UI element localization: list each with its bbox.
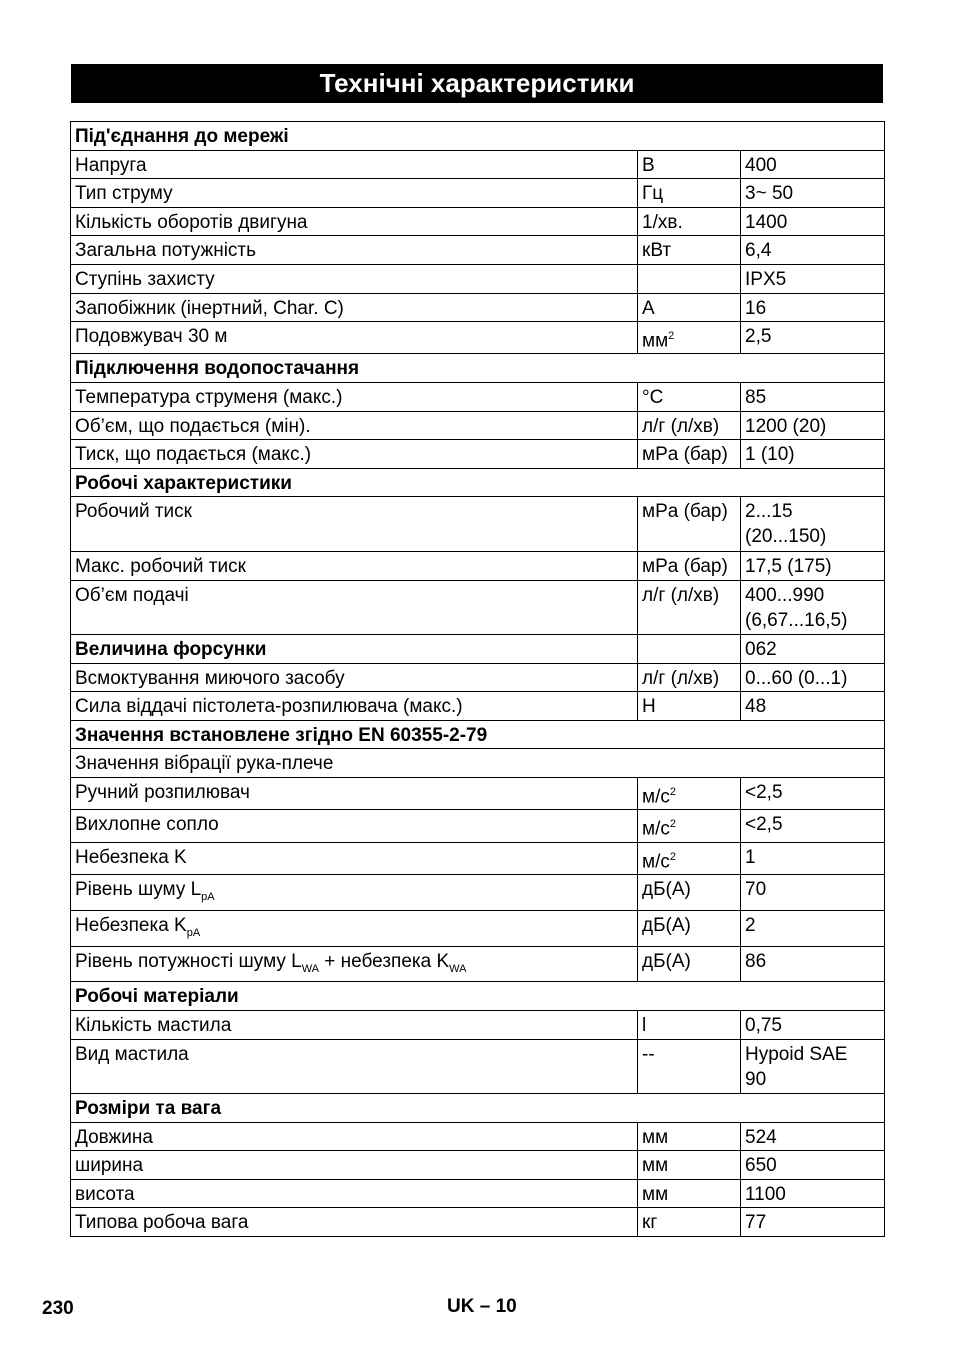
spec-label-cell [71,842,638,874]
spec-label-cell [71,778,638,810]
spec-unit-cell [638,810,741,842]
spec-label-text [75,294,633,321]
spec-unit-text [642,1123,736,1150]
spec-label: Вид мастила [75,1043,189,1065]
spec-label-cell [71,1122,638,1151]
spec-value: 48 [745,696,767,718]
spec-label: висота [75,1183,135,1205]
spec-unit-cell [638,236,741,265]
spec-value: 3~ 50 [745,183,794,205]
spec-label-cell [71,293,638,322]
spec-unit-cell [638,551,741,580]
section-header-row [71,720,885,749]
spec-unit-text [642,875,736,902]
spec-unit-cell [638,411,741,440]
spec-unit: мPa (бар) [642,444,728,466]
spec-value: 524 [745,1126,777,1148]
spec-unit: м/с [642,818,670,840]
spec-label-text [75,843,633,870]
spec-label: Довжина [75,1126,153,1148]
spec-unit-text [642,778,736,809]
spec-unit-cell [638,663,741,692]
spec-unit-text [642,635,736,637]
spec-label: Загальна потужність [75,240,257,262]
section-heading-text: Розміри та вага [75,1098,222,1120]
spec-label: Тиск, що подається (макс.) [75,444,312,466]
spec-label: Кількість мастила [75,1014,232,1036]
spec-unit-superscript: 2 [669,786,676,799]
table-row [71,946,885,982]
table-row [71,778,885,810]
spec-label-text [75,749,880,776]
table-row [71,551,885,580]
spec-unit-superscript: 2 [668,330,675,343]
spec-unit-cell [638,1151,741,1180]
spec-unit-cell [638,1122,741,1151]
spec-value-cell [741,778,885,810]
spec-label: Всмоктування миючого засобу [75,667,345,689]
spec-unit: мPa (бар) [642,555,728,577]
table-row [71,1151,885,1180]
spec-label-text [75,265,633,292]
spec-unit-cell [638,946,741,982]
spec-label: Рівень потужності шуму L [75,950,302,972]
spec-unit-text [642,383,736,410]
spec-unit: Гц [642,183,664,205]
spec-label-cell [71,322,638,354]
spec-unit-text [642,151,736,178]
spec-value-cell [741,236,885,265]
spec-unit-text [642,911,736,938]
spec-label-text [75,1040,633,1067]
spec-label-text [75,383,633,410]
spec-value-cell [741,1122,885,1151]
spec-unit-cell [638,875,741,911]
spec-label-cell [71,810,638,842]
spec-unit: мм [642,1126,669,1148]
spec-label-cell [71,383,638,412]
table-row [71,1208,885,1237]
spec-unit-cell [638,1039,741,1094]
spec-label-cell [71,150,638,179]
table-row [71,440,885,469]
spec-value: <2,5 [745,814,783,836]
spec-label: Ступінь захисту [75,268,215,290]
spec-label-cell [71,207,638,236]
language-page-label: UK – 10 [447,1296,517,1317]
spec-value-cell [741,635,885,664]
spec-label-text [75,778,633,805]
spec-value-cell [741,179,885,208]
spec-value: 650 [745,1155,777,1177]
spec-label-text [75,947,633,982]
spec-label-cell [71,946,638,982]
spec-unit-cell [638,440,741,469]
spec-value: 400...990 [745,584,825,606]
spec-label-text [75,1011,633,1038]
table-row [71,150,885,179]
section-heading-text: Підключення водопостачання [75,358,360,380]
spec-label: Вихлопне сопло [75,814,219,836]
spec-label-text [75,151,633,178]
spec-unit-text [642,552,736,579]
spec-unit-text [642,497,736,524]
spec-label: Ручний розпилювач [75,782,250,804]
section-header-row [71,354,885,383]
section-header-row [71,982,885,1011]
spec-unit-cell [638,150,741,179]
spec-value: 6,4 [745,240,772,262]
spec-unit: л/г (л/хв) [642,584,720,606]
spec-label-cell [71,497,638,552]
table-row [71,1039,885,1094]
spec-unit-text [642,1208,736,1235]
spec-label: Небезпека K [75,914,187,936]
spec-unit-text [642,294,736,321]
spec-value-cell [741,946,885,982]
spec-label-cell [71,749,885,778]
spec-value-cell [741,322,885,354]
spec-value-cell [741,692,885,721]
spec-value: 400 [745,154,777,176]
spec-label-text [75,179,633,206]
spec-unit-cell [638,1010,741,1039]
spec-unit-text [642,412,736,439]
spec-unit: Н [642,696,656,718]
spec-label-cell [71,692,638,721]
spec-unit-superscript: 2 [669,818,676,831]
spec-label-subscript: WA [449,962,467,975]
section-heading-text: Значення встановлене згідно EN 60355-2-79 [75,724,488,746]
spec-value: 2,5 [745,326,772,348]
spec-unit-cell [638,842,741,874]
spec-unit: м/с [642,786,670,808]
spec-unit-text [642,664,736,691]
spec-label-cell [71,663,638,692]
spec-unit-text [642,843,736,874]
spec-label: Типова робоча вага [75,1212,249,1234]
spec-unit: м/с [642,851,670,872]
spec-label: Макс. робочий тиск [75,555,246,577]
spec-unit: мPa (бар) [642,501,728,523]
spec-value-cell [741,440,885,469]
spec-value-cell [741,293,885,322]
spec-unit-cell [638,207,741,236]
spec-unit-text [642,236,736,263]
spec-value-cell [741,207,885,236]
spec-value: 1 [745,846,756,868]
spec-value: 0...60 (0...1) [745,667,848,689]
table-row [71,236,885,265]
section-heading-text: Робочі характеристики [75,472,292,494]
spec-unit: дБ(А) [642,914,691,936]
section-heading-text: Під'єднання до мережі [75,126,289,147]
spec-unit-cell [638,1179,741,1208]
table-row [71,411,885,440]
spec-value-cell [741,1208,885,1237]
spec-label-cell [71,236,638,265]
spec-value-line2: 90 [745,1068,767,1090]
spec-value-cell [741,1039,885,1094]
spec-unit-text [642,179,736,206]
spec-unit-cell [638,264,741,293]
spec-value: 1200 (20) [745,415,827,437]
spec-value: 2...15 [745,501,793,523]
spec-label-text [75,664,633,691]
spec-value-cell [741,383,885,412]
spec-value: 1100 [745,1183,786,1205]
spec-unit-text [642,440,736,467]
spec-label: Небезпека K [75,846,187,868]
spec-label-text [75,875,633,910]
spec-label-text [75,810,633,837]
spec-unit-text [642,1151,736,1178]
spec-unit: дБ(А) [642,950,691,972]
table-row [71,179,885,208]
spec-label-cell [71,1208,638,1237]
section-heading [71,354,885,383]
table-row [71,875,885,911]
spec-label-continuation: + небезпека K [319,950,450,972]
spec-label: ширина [75,1155,144,1177]
table-row [71,383,885,412]
spec-label-text [75,692,633,719]
spec-table [70,121,885,1237]
spec-value: 1400 [745,211,788,233]
table-row [71,580,885,635]
table-row [71,663,885,692]
spec-label: Подовжувач 30 м [75,326,228,348]
spec-label-text [75,1123,633,1150]
section-header-row [71,122,885,151]
section-heading-text: Робочі матеріали [75,986,239,1008]
section-header-row [71,1094,885,1123]
spec-value-cell [741,875,885,911]
spec-unit-text [642,265,736,267]
spec-label-cell [71,635,638,664]
spec-unit: -- [642,1043,655,1065]
spec-label-text [75,552,633,579]
section-heading [71,468,885,497]
spec-value-cell [741,580,885,635]
spec-unit-cell [638,322,741,354]
table-row [71,692,885,721]
spec-unit-cell [638,383,741,412]
spec-value-cell [741,150,885,179]
spec-label: Об’єм подачі [75,584,189,606]
spec-unit: л/г (л/хв) [642,667,720,689]
spec-unit: В [642,154,655,176]
spec-label-text [75,440,633,467]
spec-label-cell [71,910,638,946]
spec-label: Температура струменя (макс.) [75,387,343,409]
spec-label: Запобіжник (інертний, Char. C) [75,297,344,319]
spec-value-cell [741,1010,885,1039]
spec-unit-cell [638,635,741,664]
section-header-row [71,468,885,497]
spec-label: Напруга [75,154,147,176]
page-number: 230 [42,1298,74,1319]
spec-label-cell [71,1039,638,1094]
page-title: Технічні характеристики [71,64,883,103]
spec-unit-text [642,810,736,841]
spec-label-text [75,1151,633,1178]
spec-value: 17,5 (175) [745,555,832,577]
spec-unit-cell [638,580,741,635]
spec-value-cell [741,411,885,440]
spec-label-cell [71,1179,638,1208]
spec-value-cell [741,663,885,692]
spec-value: 16 [745,297,767,319]
spec-value-cell [741,1179,885,1208]
spec-value: 2 [745,914,756,936]
spec-label-subscript: pA [201,890,215,903]
spec-value: Hypoid SAE [745,1043,848,1065]
spec-label-text [75,581,633,608]
spec-unit: дБ(А) [642,879,691,900]
table-row [71,910,885,946]
table-row [71,1010,885,1039]
spec-unit-text [642,692,736,719]
spec-label: Сила віддачі пістолета-розпилювача (макс.) [75,696,463,718]
spec-label: Величина форсунки [75,639,267,661]
spec-value-cell [741,910,885,946]
spec-unit-cell [638,778,741,810]
spec-label-text [75,1208,633,1235]
table-row [71,1179,885,1208]
spec-unit-text [642,322,736,353]
spec-value: 1 (10) [745,444,795,466]
spec-value: 0,75 [745,1014,782,1036]
spec-label: Робочий тиск [75,501,192,523]
spec-unit: мм [642,1155,669,1177]
spec-unit: мм [642,1183,669,1205]
spec-unit-cell [638,910,741,946]
spec-label-text [75,497,633,524]
spec-value-cell [741,1151,885,1180]
spec-unit-text [642,947,736,974]
spec-label-cell [71,179,638,208]
spec-unit-text [642,208,736,235]
spec-label-text [75,412,633,439]
spec-value: 70 [745,879,767,900]
section-heading [71,122,885,151]
spec-label-text [75,322,633,349]
section-heading [71,1094,885,1123]
spec-value: 77 [745,1212,767,1234]
spec-unit: A [642,297,655,319]
spec-label-cell [71,1151,638,1180]
table-row [71,322,885,354]
spec-label: Об’єм, що подається (мін). [75,415,311,437]
spec-label-subscript: pA [186,926,201,939]
spec-unit-text [642,1011,736,1038]
spec-value-line2: (20...150) [745,526,827,548]
spec-unit-text [642,1040,736,1067]
spec-value-line2: (6,67...16,5) [745,609,848,631]
spec-label-text [75,911,633,946]
spec-unit: кВт [642,240,672,262]
spec-label-cell [71,1010,638,1039]
table-row [71,810,885,842]
spec-unit-superscript: 2 [669,850,676,863]
spec-value: 85 [745,387,767,409]
spec-label-cell [71,440,638,469]
spec-label-text [75,1180,633,1207]
spec-unit: °C [642,387,664,409]
spec-value: <2,5 [745,782,783,804]
spec-label-subscript: WA [301,962,320,975]
table-row [71,1122,885,1151]
spec-unit-cell [638,692,741,721]
spec-label: Кількість оборотів двигуна [75,211,308,233]
spec-label-cell [71,875,638,911]
spec-unit-text [642,581,736,608]
spec-label-cell [71,551,638,580]
spec-label: Значення вібрації рука-плече [75,753,334,775]
table-row [71,293,885,322]
spec-value-cell [741,551,885,580]
spec-unit-cell [638,293,741,322]
table-row [71,264,885,293]
spec-unit: 1/хв. [642,211,683,233]
spec-label-text [75,635,633,662]
section-heading [71,982,885,1011]
spec-unit-text [642,1180,736,1207]
spec-label-cell [71,580,638,635]
table-row [71,749,885,778]
spec-value: IPX5 [745,268,787,290]
spec-label-text [75,236,633,263]
spec-value-cell [741,264,885,293]
spec-unit: л/г (л/хв) [642,415,720,437]
spec-unit: мм [642,330,669,352]
table-row [71,497,885,552]
spec-value: 062 [745,639,777,661]
spec-label-cell [71,411,638,440]
spec-value-cell [741,842,885,874]
spec-value-cell [741,497,885,552]
spec-label: Тип струму [75,183,173,205]
spec-unit: кг [642,1212,658,1234]
spec-label: Рівень шуму L [75,879,202,900]
spec-value: 86 [745,950,767,972]
table-row [71,842,885,874]
spec-unit-cell [638,497,741,552]
section-heading [71,720,885,749]
spec-unit-cell [638,1208,741,1237]
table-row [71,207,885,236]
spec-unit-cell [638,179,741,208]
spec-unit: l [642,1014,647,1036]
spec-label-cell [71,264,638,293]
spec-label-text [75,208,633,235]
table-row [71,635,885,664]
spec-value-cell [741,810,885,842]
